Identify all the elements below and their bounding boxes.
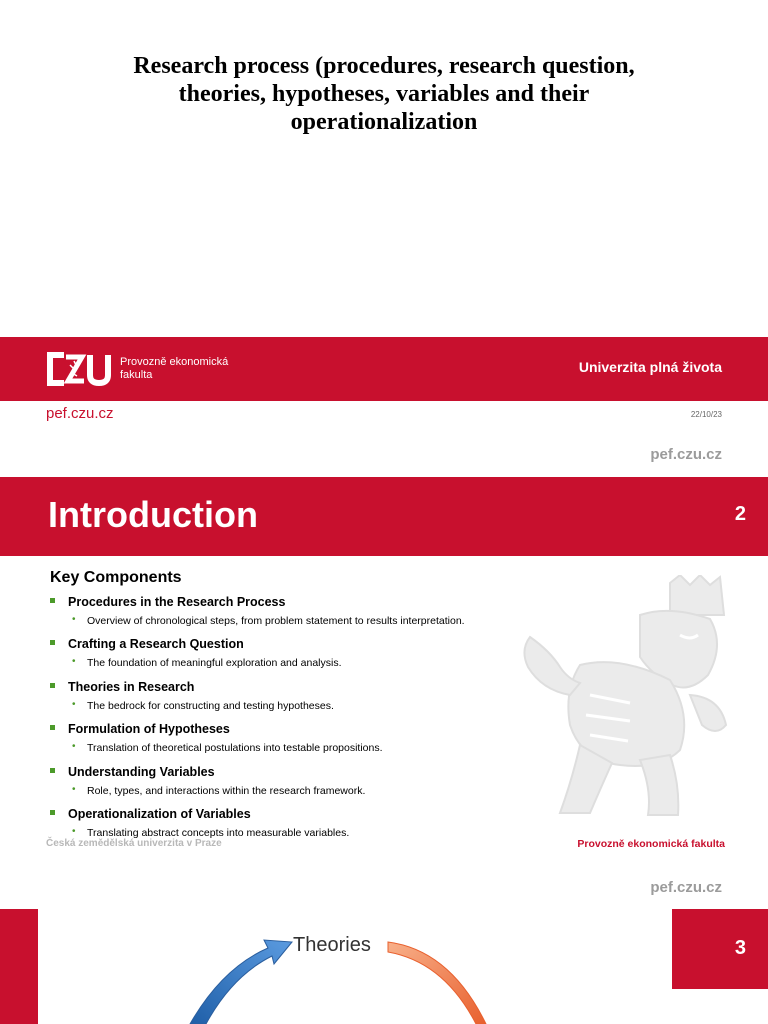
university-name: Česká zemědělská univerzita v Praze xyxy=(46,838,222,849)
dot-bullet-icon: • xyxy=(72,741,76,753)
components-list xyxy=(50,594,530,848)
footer-bar xyxy=(0,337,768,401)
slide-2-header-bar xyxy=(0,477,768,556)
list-item xyxy=(50,679,530,721)
list-item xyxy=(50,764,530,806)
square-bullet-icon xyxy=(50,768,55,773)
dot-bullet-icon: • xyxy=(72,614,76,625)
component-description: Translation of theoretical postulations into testable propositions. xyxy=(87,742,383,755)
component-label: Theories in Research xyxy=(68,679,195,694)
dot-bullet-icon: • xyxy=(72,783,76,795)
component-label: Procedures in the Research Process xyxy=(68,595,286,609)
list-item xyxy=(50,636,530,678)
component-description: The foundation of meaningful exploration and analysis. xyxy=(87,657,342,670)
dot-bullet-icon: • xyxy=(72,825,76,837)
component-label: Understanding Variables xyxy=(68,764,215,779)
key-components-heading: Key Components xyxy=(50,569,182,586)
component-label: Formulation of Hypotheses xyxy=(68,722,230,737)
component-description: Overview of chronological steps, from problem statement to results interpretation. xyxy=(87,615,465,627)
square-bullet-icon xyxy=(50,810,55,815)
component-label: Operationalization of Variables xyxy=(68,806,251,821)
slide-2-number: 2 xyxy=(734,503,746,525)
component-description: Role, types, and interactions within the research framework. xyxy=(87,784,366,797)
component-description: The bedrock for constructing and testing hypotheses. xyxy=(87,699,334,712)
faculty-name-line: Provozně ekonomická xyxy=(120,356,229,368)
orange-arrow-icon xyxy=(388,942,486,1024)
dot-bullet-icon: • xyxy=(72,656,76,668)
slide-3-website: pef.czu.cz xyxy=(650,879,722,896)
czu-logo-icon xyxy=(44,351,112,387)
blue-arrow-icon xyxy=(190,940,292,1024)
slide-3-number: 3 xyxy=(734,937,746,959)
component-description: Translating abstract concepts into measurable variables. xyxy=(87,826,350,839)
list-item xyxy=(50,594,530,636)
faculty-name xyxy=(120,356,228,382)
list-item xyxy=(50,721,530,763)
slide-date: 22/10/23 xyxy=(690,410,722,419)
cycle-node-theories: Theories xyxy=(293,934,371,956)
square-bullet-icon xyxy=(50,683,55,688)
square-bullet-icon xyxy=(50,725,55,730)
component-label: Crafting a Research Question xyxy=(68,637,244,652)
faculty-name-line: fakulta xyxy=(120,369,153,381)
dot-bullet-icon: • xyxy=(72,698,76,710)
faculty-footer-label: Provozně ekonomická fakulta xyxy=(577,838,725,850)
slide-2-website: pef.czu.cz xyxy=(650,446,722,463)
slide-3-number-box xyxy=(672,909,768,989)
slide-2-title: Introduction xyxy=(48,494,258,535)
slide-1-title-line: Research process (procedures, research question, xyxy=(133,53,635,79)
lion-emblem-icon xyxy=(520,575,730,830)
slide-3-left-bar xyxy=(0,909,38,1024)
website-link[interactable]: pef.czu.cz xyxy=(46,405,114,422)
university-motto: Univerzita plná života xyxy=(578,359,722,375)
slide-1-title-line: theories, hypotheses, variables and their xyxy=(178,81,590,107)
square-bullet-icon xyxy=(50,640,55,645)
square-bullet-icon xyxy=(50,598,55,603)
slide-1-title-line: operationalization xyxy=(290,109,478,135)
slide-1-title xyxy=(60,52,708,136)
